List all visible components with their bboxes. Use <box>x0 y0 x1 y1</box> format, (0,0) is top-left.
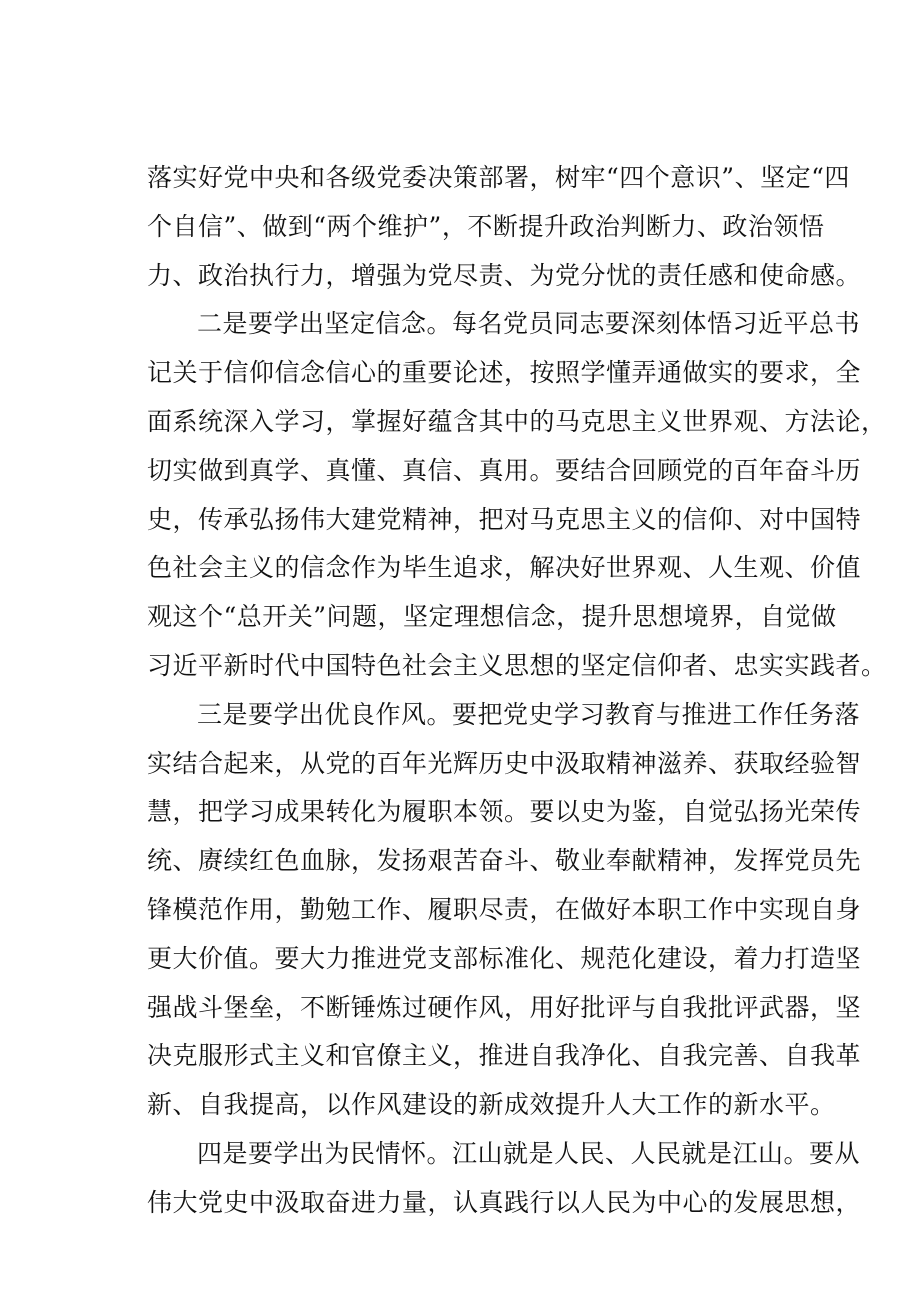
text-line: 力、政治执行力，增强为党尽责、为党分忧的责任感和使命感。 <box>147 260 862 290</box>
text-line: 二是要学出坚定信念。每名党员同志要深刻体悟习近平总书 <box>197 309 861 339</box>
text-line: 实结合起来，从党的百年光辉历史中汲取精神滋养、获取经验智 <box>147 748 862 778</box>
document-body <box>147 154 887 1228</box>
paragraph-4 <box>147 1130 862 1228</box>
text-line: 慧，把学习成果转化为履职本领。要以史为鉴，自觉弘扬光荣传 <box>147 797 862 827</box>
text-line: 统、赓续红色血脉，发扬艰苦奋斗、敬业奉献精神，发挥党员先 <box>147 846 862 876</box>
paragraph-3 <box>147 691 862 1130</box>
paragraph-2 <box>147 300 887 690</box>
text-line: 锋模范作用，勤勉工作、履职尽责，在做好本职工作中实现自身 <box>147 894 862 924</box>
paragraph-1 <box>147 154 862 300</box>
text-line: 色社会主义的信念作为毕生追求，解决好世界观、人生观、价值 <box>147 553 862 583</box>
text-line: 史，传承弘扬伟大建党精神，把对马克思主义的信仰、对中国特 <box>147 504 862 534</box>
text-line: 切实做到真学、真懂、真信、真用。要结合回顾党的百年奋斗历 <box>147 455 862 485</box>
text-line: 决克服形式主义和官僚主义，推进自我净化、自我完善、自我革 <box>147 1041 862 1071</box>
text-line: 强战斗堡垒，不断锤炼过硬作风，用好批评与自我批评武器，坚 <box>147 992 862 1022</box>
text-line: 习近平新时代中国特色社会主义思想的坚定信仰者、忠实实践者。 <box>147 650 887 680</box>
text-line: 观这个“总开关”问题，坚定理想信念，提升思想境界，自觉做 <box>147 602 837 632</box>
text-line: 面系统深入学习，掌握好蕴含其中的马克思主义世界观、方法论， <box>147 406 887 436</box>
text-line: 新、自我提高，以作风建设的新成效提升人大工作的新水平。 <box>147 1090 836 1120</box>
text-line: 伟大党史中汲取奋进力量，认真践行以人民为中心的发展思想， <box>147 1187 862 1217</box>
text-line: 个自信”、做到“两个维护”，不断提升政治判断力、政治领悟 <box>147 211 825 241</box>
text-line: 记关于信仰信念信心的重要论述，按照学懂弄通做实的要求，全 <box>147 358 862 388</box>
text-line: 三是要学出优良作风。要把党史学习教育与推进工作任务落 <box>197 699 861 729</box>
text-line: 更大价值。要大力推进党支部标准化、规范化建设，着力打造坚 <box>147 943 862 973</box>
text-line: 落实好党中央和各级党委决策部署，树牢“四个意识”、坚定“四 <box>147 163 850 192</box>
text-line: 四是要学出为民情怀。江山就是人民、人民就是江山。要从 <box>197 1138 861 1168</box>
